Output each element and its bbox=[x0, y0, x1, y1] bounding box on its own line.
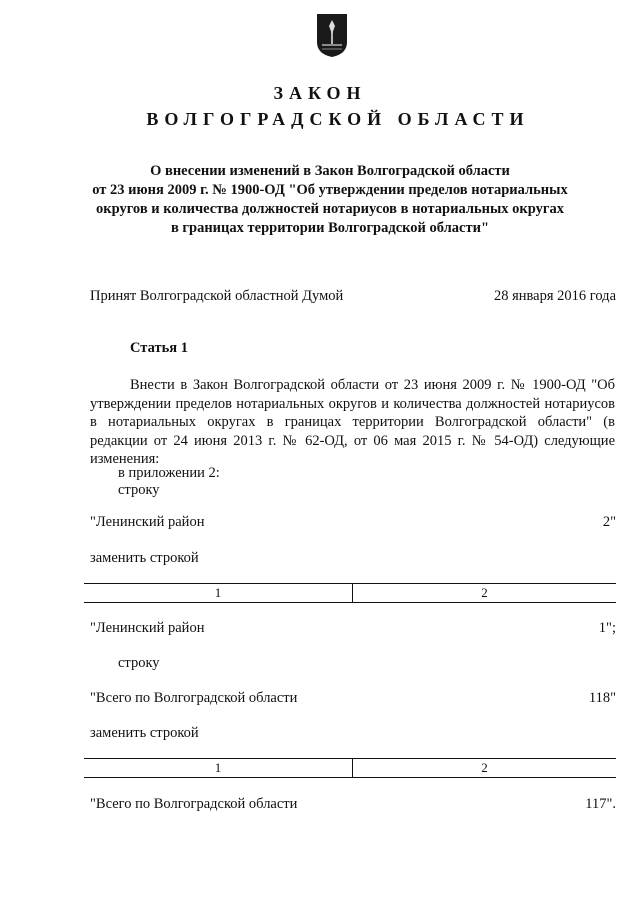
coat-of-arms-icon bbox=[316, 12, 348, 58]
row-word: строку bbox=[118, 482, 160, 498]
adoption-date: 28 января 2016 года bbox=[493, 288, 616, 304]
subject-line: от 23 июня 2009 г. № 1900-ОД "Об утверждении пределов нотариальных bbox=[92, 182, 568, 198]
old-row-name: "Всего по Волгоградской области bbox=[90, 690, 298, 706]
new-row-name: "Ленинский район bbox=[90, 620, 205, 636]
old-row-value: 2" bbox=[602, 514, 616, 530]
region-heading: ВОЛГОГРАДСКОЙ ОБЛАСТИ bbox=[146, 109, 530, 129]
article-body: Внести в Закон Волгоградской области от 23 июня 2009 г. № 1900-ОД "Об утверждении пределов нотариальных округов и количества должностей нотариусов в нотариальных округах в границах территории Волгоградской области" (в редакции от 24 июня 2013 г. № 62-ОД, от 06 мая 2015 г. № 54-ОД) следующие изменения: bbox=[90, 377, 615, 467]
row-word: строку bbox=[118, 655, 160, 671]
old-row-value: 118" bbox=[588, 690, 616, 706]
column-number-2: 2 bbox=[481, 760, 488, 775]
column-number-1: 1 bbox=[84, 759, 353, 777]
law-subject bbox=[60, 162, 600, 238]
subject-line: О внесении изменений в Закон Волгоградской области bbox=[150, 163, 510, 179]
replace-phrase: заменить строкой bbox=[90, 550, 199, 566]
subject-line: в границах территории Волгоградской области" bbox=[170, 220, 490, 236]
old-row-name: "Ленинский район bbox=[90, 514, 205, 530]
column-number-1: 1 bbox=[84, 584, 353, 602]
new-row-value: 1"; bbox=[598, 620, 616, 636]
appendix-ref: в приложении 2: bbox=[118, 465, 220, 481]
law-heading: ЗАКОН bbox=[273, 83, 367, 103]
column-header-table bbox=[84, 583, 616, 603]
subject-line: округов и количества должностей нотариусов в нотариальных округах bbox=[95, 201, 564, 217]
article-title: Статья 1 bbox=[130, 340, 188, 356]
adopted-by: Принят Волгоградской областной Думой bbox=[90, 288, 344, 304]
column-number-2: 2 bbox=[481, 585, 488, 600]
replace-phrase: заменить строкой bbox=[90, 725, 199, 741]
new-row-name: "Всего по Волгоградской области bbox=[90, 796, 298, 812]
column-header-table bbox=[84, 758, 616, 778]
new-row-value: 117". bbox=[585, 796, 616, 812]
